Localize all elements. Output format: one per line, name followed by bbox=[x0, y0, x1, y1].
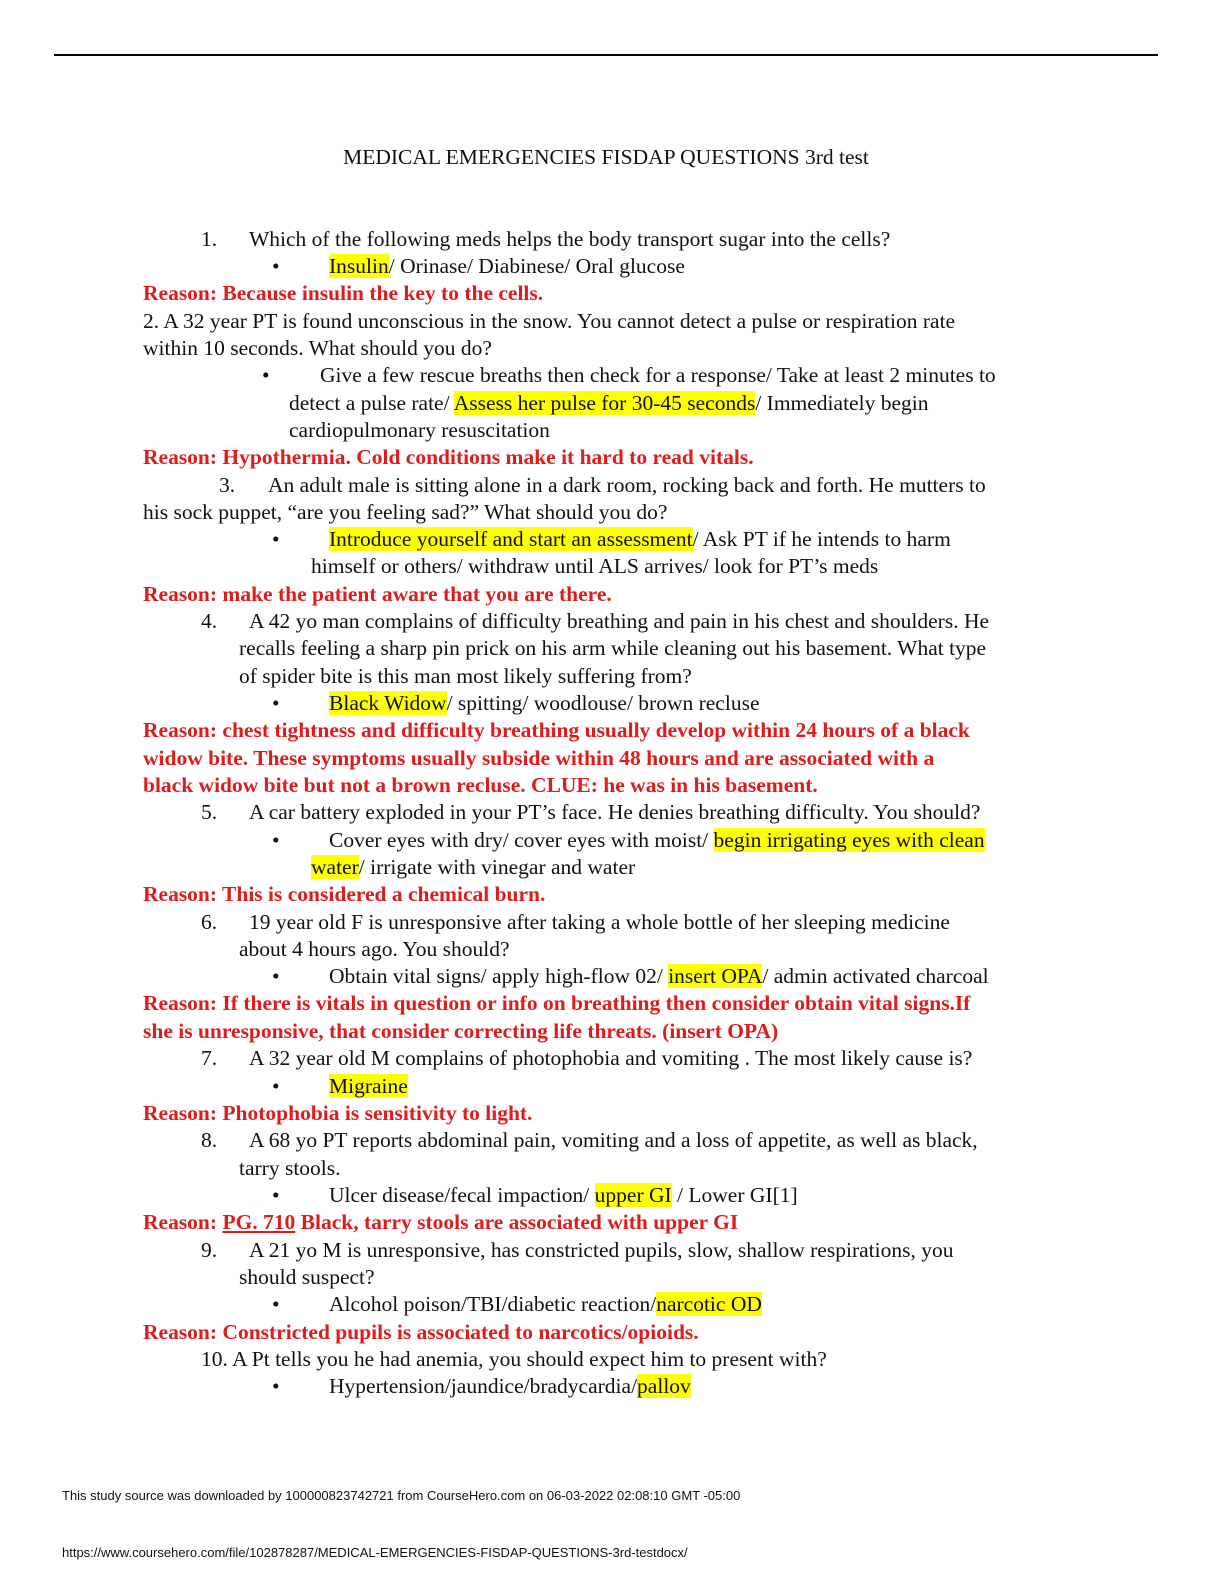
reason: Reason: Constricted pupils is associated to narcotics/opioids. bbox=[143, 1320, 699, 1344]
correct-answer: insert OPA bbox=[668, 964, 763, 988]
bullet: • bbox=[272, 254, 280, 278]
correct-answer: Migraine bbox=[329, 1074, 408, 1098]
question-number: 7. bbox=[201, 1046, 218, 1070]
reason: Reason: Because insulin the key to the cells. bbox=[143, 281, 544, 305]
question-text-line-2: tarry stools. bbox=[239, 1156, 341, 1180]
answer-line-1: Introduce yourself and start an assessment/ Ask PT if he intends to harm bbox=[329, 527, 951, 551]
question-number: 8. bbox=[201, 1128, 218, 1152]
question-text-line-3: of spider bite is this man most likely suffering from? bbox=[239, 664, 692, 688]
correct-answer: Insulin bbox=[329, 254, 389, 278]
question-text: 10. A Pt tells you he had anemia, you should expect him to present with? bbox=[201, 1347, 827, 1371]
reason: Reason: Photophobia is sensitivity to light. bbox=[143, 1101, 533, 1125]
question-number: 3. bbox=[219, 473, 236, 497]
question-number: 6. bbox=[201, 910, 218, 934]
bullet: • bbox=[272, 691, 280, 715]
correct-answer: pallov bbox=[637, 1374, 691, 1398]
bullet: • bbox=[272, 964, 280, 988]
answer-line-2: himself or others/ withdraw until ALS arrives/ look for PT’s meds bbox=[311, 554, 879, 578]
answer-options: Hypertension/jaundice/bradycardia/pallov bbox=[329, 1374, 691, 1398]
answer-line-2: water/ irrigate with vinegar and water bbox=[311, 855, 636, 879]
answer-line-2: detect a pulse rate/ Assess her pulse for 30-45 seconds/ Immediately begin bbox=[289, 391, 929, 415]
reason: Reason: This is considered a chemical burn. bbox=[143, 882, 546, 906]
reason-line-1: Reason: If there is vitals in question or info on breathing then consider obtain vital signs.If bbox=[143, 991, 971, 1015]
bullet: • bbox=[272, 1183, 280, 1207]
bullet: • bbox=[272, 1374, 280, 1398]
question-number: 4. bbox=[201, 609, 218, 633]
bullet: • bbox=[272, 828, 280, 852]
correct-answer: narcotic OD bbox=[656, 1292, 762, 1316]
correct-answer-cont: water bbox=[311, 855, 359, 879]
correct-answer: begin irrigating eyes with clean bbox=[713, 828, 985, 852]
reason-line-2: she is unresponsive, that consider correcting life threats. (insert OPA) bbox=[143, 1019, 779, 1043]
question-number: 5. bbox=[201, 800, 218, 824]
question-text-line-2: recalls feeling a sharp pin prick on his arm while cleaning out his basement. What type bbox=[239, 636, 987, 660]
correct-answer: upper GI bbox=[594, 1183, 672, 1207]
top-rule bbox=[54, 54, 1158, 56]
reason-line-1: Reason: chest tightness and difficulty breathing usually develop within 24 hours of a black bbox=[143, 718, 970, 742]
page-reference-link[interactable]: PG. 710 bbox=[222, 1210, 296, 1234]
answer-options: Insulin/ Orinase/ Diabinese/ Oral glucose bbox=[329, 254, 685, 278]
answer-line-3: cardiopulmonary resuscitation bbox=[289, 418, 550, 442]
question-number: 1. bbox=[201, 227, 218, 251]
question-text-line-1: A 68 yo PT reports abdominal pain, vomiting and a loss of appetite, as well as black, bbox=[249, 1128, 978, 1152]
correct-answer: Black Widow bbox=[329, 691, 447, 715]
question-text-line-1: An adult male is sitting alone in a dark room, rocking back and forth. He mutters to bbox=[268, 473, 986, 497]
bullet: • bbox=[272, 1292, 280, 1316]
answer-options: Ulcer disease/fecal impaction/ upper GI / Lower GI[1] bbox=[329, 1183, 798, 1207]
reason: Reason: PG. 710 Black, tarry stools are associated with upper GI bbox=[143, 1210, 739, 1234]
question-text: A car battery exploded in your PT’s face. He denies breathing difficulty. You should? bbox=[249, 800, 981, 824]
bullet: • bbox=[262, 363, 270, 387]
document-title: MEDICAL EMERGENCIES FISDAP QUESTIONS 3rd test bbox=[343, 145, 869, 169]
reason-line-3: black widow bite but not a brown recluse. CLUE: he was in his basement. bbox=[143, 773, 818, 797]
source-url-link[interactable]: https://www.coursehero.com/file/102878287/MEDICAL-EMERGENCIES-FISDAP-QUESTIONS-3rd-testdocx/ bbox=[62, 1545, 688, 1560]
question-text-line-2: his sock puppet, “are you feeling sad?” What should you do? bbox=[143, 500, 668, 524]
correct-answer: Introduce yourself and start an assessment bbox=[329, 527, 693, 551]
bullet: • bbox=[272, 527, 280, 551]
bullet: • bbox=[272, 1074, 280, 1098]
answer-line-1: Give a few rescue breaths then check for a response/ Take at least 2 minutes to bbox=[320, 363, 996, 387]
question-text-line-2: within 10 seconds. What should you do? bbox=[143, 336, 492, 360]
reason: Reason: Hypothermia. Cold conditions make it hard to read vitals. bbox=[143, 445, 754, 469]
question-number: 9. bbox=[201, 1238, 218, 1262]
reason-line-2: widow bite. These symptoms usually subside within 48 hours and are associated with a bbox=[143, 746, 935, 770]
download-notice: This study source was downloaded by 100000823742721 from CourseHero.com on 06-03-2022 02:08:10 GMT -05:00 bbox=[62, 1488, 741, 1503]
question-text: Which of the following meds helps the body transport sugar into the cells? bbox=[249, 227, 891, 251]
answer-line-1: Cover eyes with dry/ cover eyes with moist/ begin irrigating eyes with clean bbox=[329, 828, 985, 852]
answer-options: Black Widow/ spitting/ woodlouse/ brown recluse bbox=[329, 691, 760, 715]
answer-options bbox=[329, 1073, 408, 1100]
question-text-line-1: A 21 yo M is unresponsive, has constricted pupils, slow, shallow respirations, you bbox=[249, 1238, 954, 1262]
question-text-line-2: should suspect? bbox=[239, 1265, 375, 1289]
correct-answer: Assess her pulse for 30-45 seconds bbox=[453, 391, 756, 415]
question-text-line-1: 19 year old F is unresponsive after taking a whole bottle of her sleeping medicine bbox=[249, 910, 950, 934]
answer-options: Alcohol poison/TBI/diabetic reaction/narcotic OD bbox=[329, 1292, 762, 1316]
question-text-line-2: about 4 hours ago. You should? bbox=[239, 937, 510, 961]
question-text-line-1: A 42 yo man complains of difficulty breathing and pain in his chest and shoulders. He bbox=[249, 609, 990, 633]
question-text: A 32 year old M complains of photophobia and vomiting . The most likely cause is? bbox=[249, 1046, 973, 1070]
answer-options: Obtain vital signs/ apply high-flow 02/ insert OPA/ admin activated charcoal bbox=[329, 964, 989, 988]
question-text-line-1: 2. A 32 year PT is found unconscious in the snow. You cannot detect a pulse or respiration rate bbox=[143, 309, 956, 333]
reason: Reason: make the patient aware that you are there. bbox=[143, 582, 612, 606]
